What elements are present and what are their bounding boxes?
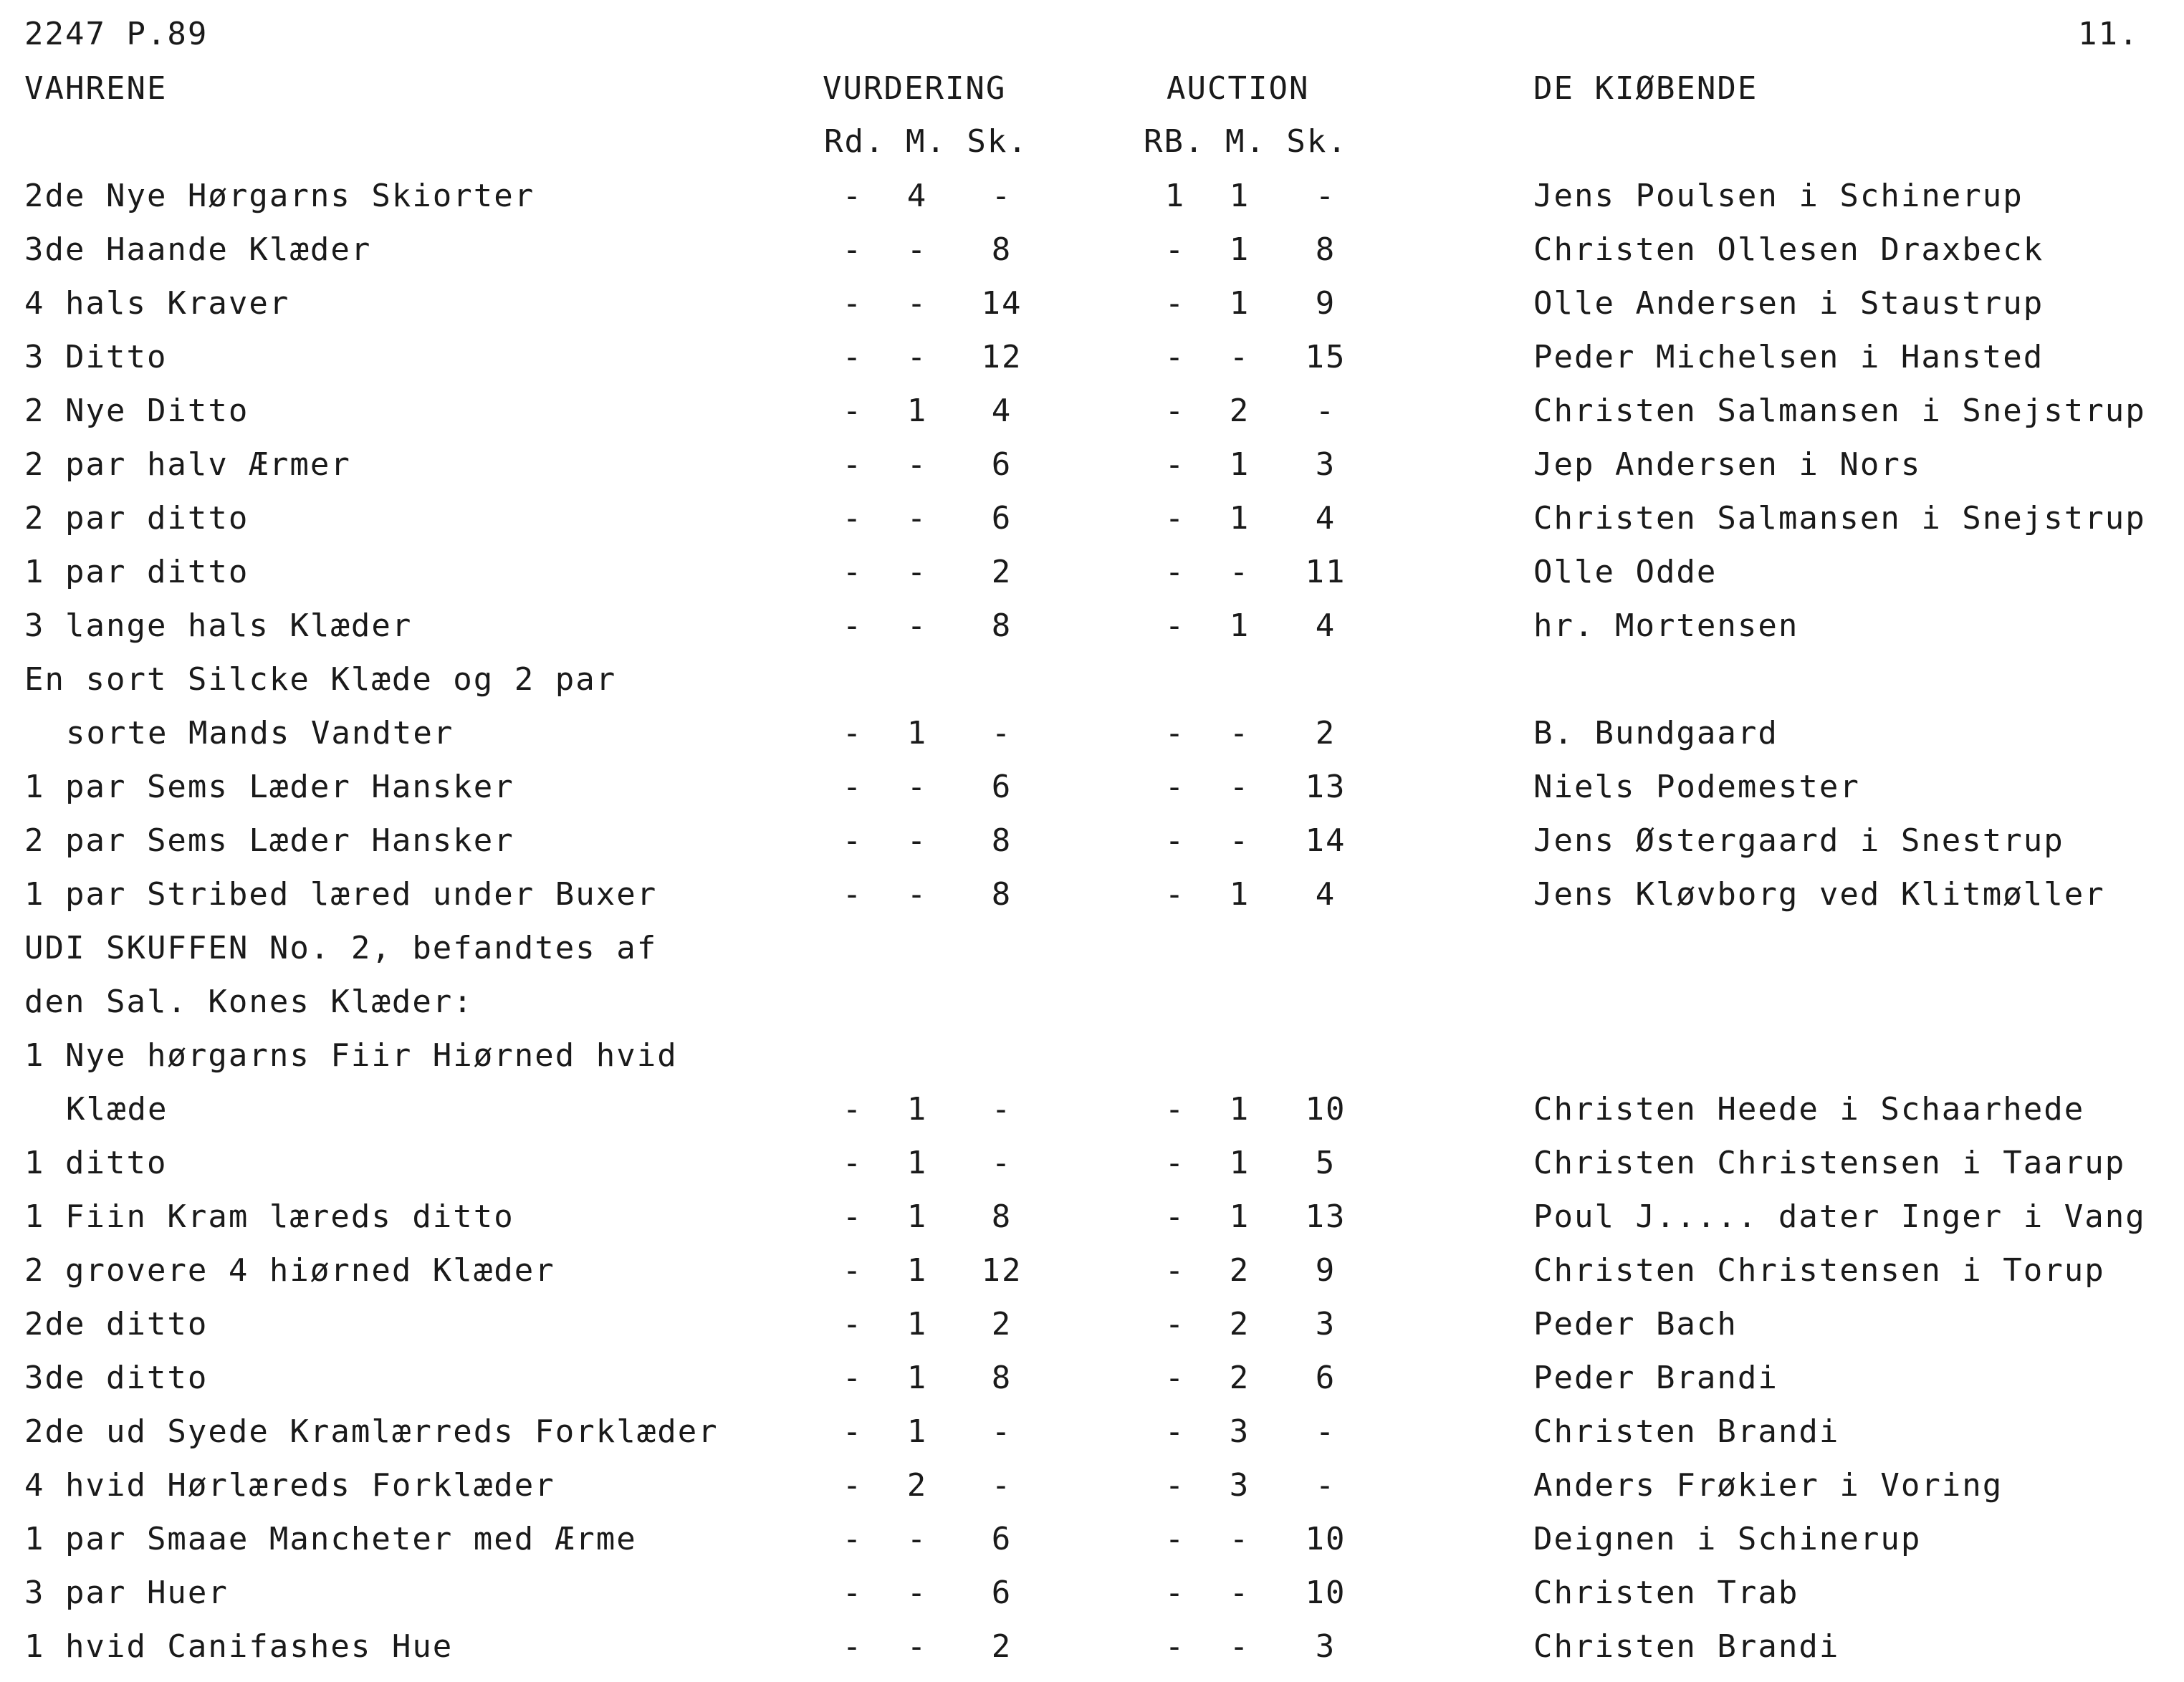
vurdering-m: 1 — [906, 1091, 928, 1128]
ledger-row — [0, 607, 2184, 661]
ledger-row — [0, 822, 2184, 876]
vurdering-sk: - — [991, 178, 1012, 214]
ledger-row — [0, 1198, 2184, 1252]
vurdering-sk: 8 — [991, 231, 1012, 268]
buyer-name: Jens Poulsen i Schinerup — [1533, 178, 2023, 214]
vurdering-m: 4 — [906, 178, 928, 214]
item-description: 2de ud Syede Kramlærreds Forklæder — [24, 1413, 719, 1450]
vurdering-sk: 8 — [991, 1198, 1012, 1235]
buyer-name: Jens Østergaard i Snestrup — [1533, 822, 2064, 859]
vurdering-sk: 12 — [981, 339, 1022, 375]
buyer-name: Peder Michelsen i Hansted — [1533, 339, 2044, 375]
vurdering-m: - — [906, 769, 928, 805]
item-description: 3 Ditto — [24, 339, 168, 375]
item-description: den Sal. Kones Klæder: — [24, 984, 474, 1020]
vurdering-sk: 6 — [991, 769, 1012, 805]
vurdering-m: - — [906, 446, 928, 483]
vurdering-m: - — [906, 876, 928, 913]
vurdering-m: 1 — [906, 715, 928, 751]
auction-sk: 13 — [1305, 769, 1346, 805]
ledger-row — [0, 1521, 2184, 1575]
auction-m: 1 — [1229, 1198, 1250, 1235]
auction-rd: - — [1164, 339, 1186, 375]
vurdering-rd: - — [842, 1145, 863, 1181]
vurdering-sk: 6 — [991, 500, 1012, 537]
auction-rd: - — [1164, 822, 1186, 859]
vurdering-rd: - — [842, 178, 863, 214]
vurdering-rd: - — [842, 393, 863, 429]
auction-rd: - — [1164, 607, 1186, 644]
item-description: 2 par Sems Læder Hansker — [24, 822, 514, 859]
vurdering-sk: 8 — [991, 607, 1012, 644]
item-description: 3de Haande Klæder — [24, 231, 372, 268]
item-description: 3 par Huer — [24, 1575, 229, 1611]
vurdering-rd: - — [842, 607, 863, 644]
vurdering-rd: - — [842, 1575, 863, 1611]
vurdering-rd: - — [842, 339, 863, 375]
auction-rd: - — [1164, 1521, 1186, 1557]
vurdering-rd: - — [842, 1252, 863, 1289]
item-description: 4 hvid Hørlæreds Forklæder — [24, 1467, 555, 1504]
auction-sk: - — [1315, 178, 1336, 214]
item-description: 4 hals Kraver — [24, 285, 290, 322]
vurdering-m: 1 — [906, 1252, 928, 1289]
ledger-row — [0, 715, 2184, 769]
auction-m: - — [1229, 1521, 1250, 1557]
ledger-row — [0, 1252, 2184, 1306]
buyer-name: Poul J..... dater Inger i Vang — [1533, 1198, 2146, 1235]
vurdering-rd: - — [842, 1521, 863, 1557]
auction-rd: 1 — [1164, 178, 1186, 214]
auction-sk: 4 — [1315, 876, 1336, 913]
auction-m: - — [1229, 715, 1250, 751]
auction-rd: - — [1164, 769, 1186, 805]
auction-m: 1 — [1229, 231, 1250, 268]
auction-rd: - — [1164, 1145, 1186, 1181]
vurdering-rd: - — [842, 285, 863, 322]
auction-rd: - — [1164, 1628, 1186, 1665]
column-header-kiobende: DE KIØBENDE — [1533, 70, 1758, 107]
vurdering-rd: - — [842, 769, 863, 805]
ledger-rows — [0, 178, 2184, 1682]
auction-sk: 3 — [1315, 446, 1336, 483]
auction-sk: 10 — [1305, 1091, 1346, 1128]
ledger-row — [0, 876, 2184, 930]
auction-rd: - — [1164, 231, 1186, 268]
auction-rd: - — [1164, 1198, 1186, 1235]
buyer-name: Christen Heede i Schaarhede — [1533, 1091, 2085, 1128]
vurdering-m: 1 — [906, 1145, 928, 1181]
vurdering-m: - — [906, 339, 928, 375]
vurdering-sk: 6 — [991, 1575, 1012, 1611]
column-header-vahrene: VAHRENE — [24, 70, 168, 107]
ledger-row — [0, 1360, 2184, 1413]
buyer-name: Christen Christensen i Torup — [1533, 1252, 2105, 1289]
vurdering-sk: - — [991, 1145, 1012, 1181]
auction-sk: 3 — [1315, 1628, 1336, 1665]
buyer-name: Christen Salmansen i Snejstrup — [1533, 393, 2146, 429]
auction-m: 1 — [1229, 1145, 1250, 1181]
document-reference: 2247 P.89 — [24, 16, 209, 52]
buyer-name: Olle Odde — [1533, 554, 1718, 590]
vurdering-rd: - — [842, 822, 863, 859]
buyer-name: Christen Trab — [1533, 1575, 1799, 1611]
auction-m: 1 — [1229, 607, 1250, 644]
auction-rd: - — [1164, 1360, 1186, 1396]
ledger-row — [0, 285, 2184, 339]
item-description: 1 hvid Canifashes Hue — [24, 1628, 454, 1665]
auction-m: 1 — [1229, 178, 1250, 214]
ledger-row — [0, 446, 2184, 500]
auction-sk: 9 — [1315, 285, 1336, 322]
item-description: 1 par Sems Læder Hansker — [24, 769, 514, 805]
vurdering-rd: - — [842, 1360, 863, 1396]
vurdering-m: - — [906, 1575, 928, 1611]
auction-rd: - — [1164, 1306, 1186, 1342]
vurdering-sk: 6 — [991, 1521, 1012, 1557]
auction-sk: 14 — [1305, 822, 1346, 859]
auction-rd: - — [1164, 446, 1186, 483]
buyer-name: Anders Frøkier i Voring — [1533, 1467, 2003, 1504]
ledger-row — [0, 930, 2184, 984]
item-description: En sort Silcke Klæde og 2 par — [24, 661, 617, 698]
vurdering-m: 1 — [906, 1198, 928, 1235]
vurdering-sk: 4 — [991, 393, 1012, 429]
auction-m: 3 — [1229, 1413, 1250, 1450]
item-description: 2de ditto — [24, 1306, 209, 1342]
item-description: 2 par ditto — [24, 500, 249, 537]
ledger-row — [0, 339, 2184, 393]
buyer-name: Christen Christensen i Taarup — [1533, 1145, 2126, 1181]
buyer-name: Jens Kløvborg ved Klitmøller — [1533, 876, 2105, 913]
buyer-name: Christen Brandi — [1533, 1413, 1840, 1450]
vurdering-m: - — [906, 607, 928, 644]
auction-m: 2 — [1229, 1360, 1250, 1396]
vurdering-m: 2 — [906, 1467, 928, 1504]
ledger-row — [0, 1467, 2184, 1521]
auction-sk: 2 — [1315, 715, 1336, 751]
vurdering-rd: - — [842, 554, 863, 590]
auction-sk: 10 — [1305, 1575, 1346, 1611]
auction-m: 1 — [1229, 446, 1250, 483]
ledger-row — [0, 500, 2184, 554]
ledger-row — [0, 1575, 2184, 1628]
auction-m: - — [1229, 769, 1250, 805]
ledger-row — [0, 661, 2184, 715]
auction-m: 1 — [1229, 876, 1250, 913]
vurdering-rd: - — [842, 1467, 863, 1504]
buyer-name: Peder Bach — [1533, 1306, 1738, 1342]
vurdering-rd: - — [842, 1413, 863, 1450]
item-description: 1 par ditto — [24, 554, 249, 590]
item-description: 1 ditto — [24, 1145, 168, 1181]
column-header-vurdering: VURDERING — [823, 70, 1007, 107]
column-header-auction: AUCTION — [1167, 70, 1310, 107]
vurdering-sk: 6 — [991, 446, 1012, 483]
vurdering-m: - — [906, 1521, 928, 1557]
auction-rd: - — [1164, 554, 1186, 590]
auction-rd: - — [1164, 876, 1186, 913]
vurdering-rd: - — [842, 715, 863, 751]
buyer-name: Deignen i Schinerup — [1533, 1521, 1922, 1557]
auction-m: 1 — [1229, 500, 1250, 537]
auction-m: 1 — [1229, 1091, 1250, 1128]
buyer-name: Olle Andersen i Staustrup — [1533, 285, 2044, 322]
vurdering-sk: - — [991, 1413, 1012, 1450]
auction-sk: 5 — [1315, 1145, 1336, 1181]
ledger-row — [0, 984, 2184, 1037]
auction-rd: - — [1164, 1091, 1186, 1128]
auction-rd: - — [1164, 715, 1186, 751]
vurdering-m: 1 — [906, 1306, 928, 1342]
vurdering-sk: 2 — [991, 554, 1012, 590]
vurdering-m: 1 — [906, 1360, 928, 1396]
auction-sk: 4 — [1315, 607, 1336, 644]
item-description: 2 par halv Ærmer — [24, 446, 351, 483]
auction-m: 2 — [1229, 1306, 1250, 1342]
auction-sk: 3 — [1315, 1306, 1336, 1342]
auction-m: 1 — [1229, 285, 1250, 322]
vurdering-rd: - — [842, 1306, 863, 1342]
auction-m: 2 — [1229, 393, 1250, 429]
auction-rd: - — [1164, 500, 1186, 537]
vurdering-m: - — [906, 554, 928, 590]
buyer-name: Christen Salmansen i Snejstrup — [1533, 500, 2146, 537]
page-number: 11. — [2078, 16, 2140, 52]
vurdering-rd: - — [842, 876, 863, 913]
subheader-vurdering-units: Rd. M. Sk. — [824, 123, 1028, 160]
vurdering-rd: - — [842, 1198, 863, 1235]
auction-sk: 8 — [1315, 231, 1336, 268]
ledger-row — [0, 1413, 2184, 1467]
vurdering-sk: - — [991, 715, 1012, 751]
auction-m: - — [1229, 1575, 1250, 1611]
buyer-name: Christen Brandi — [1533, 1628, 1840, 1665]
item-description: 3 lange hals Klæder — [24, 607, 413, 644]
auction-sk: 4 — [1315, 500, 1336, 537]
vurdering-m: - — [906, 1628, 928, 1665]
vurdering-rd: - — [842, 500, 863, 537]
buyer-name: Niels Podemester — [1533, 769, 1860, 805]
vurdering-m: - — [906, 822, 928, 859]
ledger-row — [0, 1091, 2184, 1145]
ledger-row — [0, 554, 2184, 607]
vurdering-sk: 2 — [991, 1628, 1012, 1665]
buyer-name: Jep Andersen i Nors — [1533, 446, 1922, 483]
auction-sk: 13 — [1305, 1198, 1346, 1235]
auction-m: - — [1229, 339, 1250, 375]
item-description: 1 Fiin Kram læreds ditto — [24, 1198, 514, 1235]
auction-sk: - — [1315, 1413, 1336, 1450]
auction-sk: 6 — [1315, 1360, 1336, 1396]
vurdering-sk: 14 — [981, 285, 1022, 322]
auction-sk: 11 — [1305, 554, 1346, 590]
auction-rd: - — [1164, 285, 1186, 322]
ledger-row — [0, 231, 2184, 285]
item-description: 1 par Stribed læred under Buxer — [24, 876, 658, 913]
auction-rd: - — [1164, 393, 1186, 429]
buyer-name: hr. Mortensen — [1533, 607, 1799, 644]
vurdering-m: - — [906, 231, 928, 268]
auction-sk: 15 — [1305, 339, 1346, 375]
auction-sk: 10 — [1305, 1521, 1346, 1557]
vurdering-m: - — [906, 500, 928, 537]
item-description: sorte Mands Vandter — [66, 715, 454, 751]
vurdering-m: - — [906, 285, 928, 322]
vurdering-sk: 12 — [981, 1252, 1022, 1289]
vurdering-sk: - — [991, 1091, 1012, 1128]
vurdering-rd: - — [842, 231, 863, 268]
ledger-row — [0, 1306, 2184, 1360]
vurdering-sk: 8 — [991, 822, 1012, 859]
auction-m: 3 — [1229, 1467, 1250, 1504]
item-description: 2de Nye Hørgarns Skiorter — [24, 178, 535, 214]
item-description: 2 Nye Ditto — [24, 393, 249, 429]
item-description: 1 Nye hørgarns Fiir Hiørned hvid — [24, 1037, 678, 1074]
auction-rd: - — [1164, 1252, 1186, 1289]
buyer-name: B. Bundgaard — [1533, 715, 1778, 751]
ledger-row — [0, 769, 2184, 822]
auction-sk: - — [1315, 393, 1336, 429]
auction-sk: 9 — [1315, 1252, 1336, 1289]
vurdering-sk: 2 — [991, 1306, 1012, 1342]
buyer-name: Peder Brandi — [1533, 1360, 1778, 1396]
item-description: Klæde — [66, 1091, 168, 1128]
item-description: 1 par Smaae Mancheter med Ærme — [24, 1521, 637, 1557]
vurdering-rd: - — [842, 446, 863, 483]
auction-m: 2 — [1229, 1252, 1250, 1289]
auction-m: - — [1229, 822, 1250, 859]
vurdering-m: 1 — [906, 1413, 928, 1450]
ledger-row — [0, 393, 2184, 446]
vurdering-sk: - — [991, 1467, 1012, 1504]
subheader-auction-units: RB. M. Sk. — [1144, 123, 1348, 160]
buyer-name: Christen Ollesen Draxbeck — [1533, 231, 2044, 268]
ledger-row — [0, 178, 2184, 231]
auction-rd: - — [1164, 1413, 1186, 1450]
vurdering-m: 1 — [906, 393, 928, 429]
auction-m: - — [1229, 1628, 1250, 1665]
ledger-row — [0, 1037, 2184, 1091]
auction-rd: - — [1164, 1467, 1186, 1504]
item-description: 3de ditto — [24, 1360, 209, 1396]
vurdering-rd: - — [842, 1091, 863, 1128]
ledger-row — [0, 1628, 2184, 1682]
ledger-row — [0, 1145, 2184, 1198]
vurdering-sk: 8 — [991, 876, 1012, 913]
vurdering-rd: - — [842, 1628, 863, 1665]
item-description: UDI SKUFFEN No. 2, befandtes af — [24, 930, 658, 966]
vurdering-sk: 8 — [991, 1360, 1012, 1396]
auction-rd: - — [1164, 1575, 1186, 1611]
auction-sk: - — [1315, 1467, 1336, 1504]
item-description: 2 grovere 4 hiørned Klæder — [24, 1252, 555, 1289]
auction-m: - — [1229, 554, 1250, 590]
